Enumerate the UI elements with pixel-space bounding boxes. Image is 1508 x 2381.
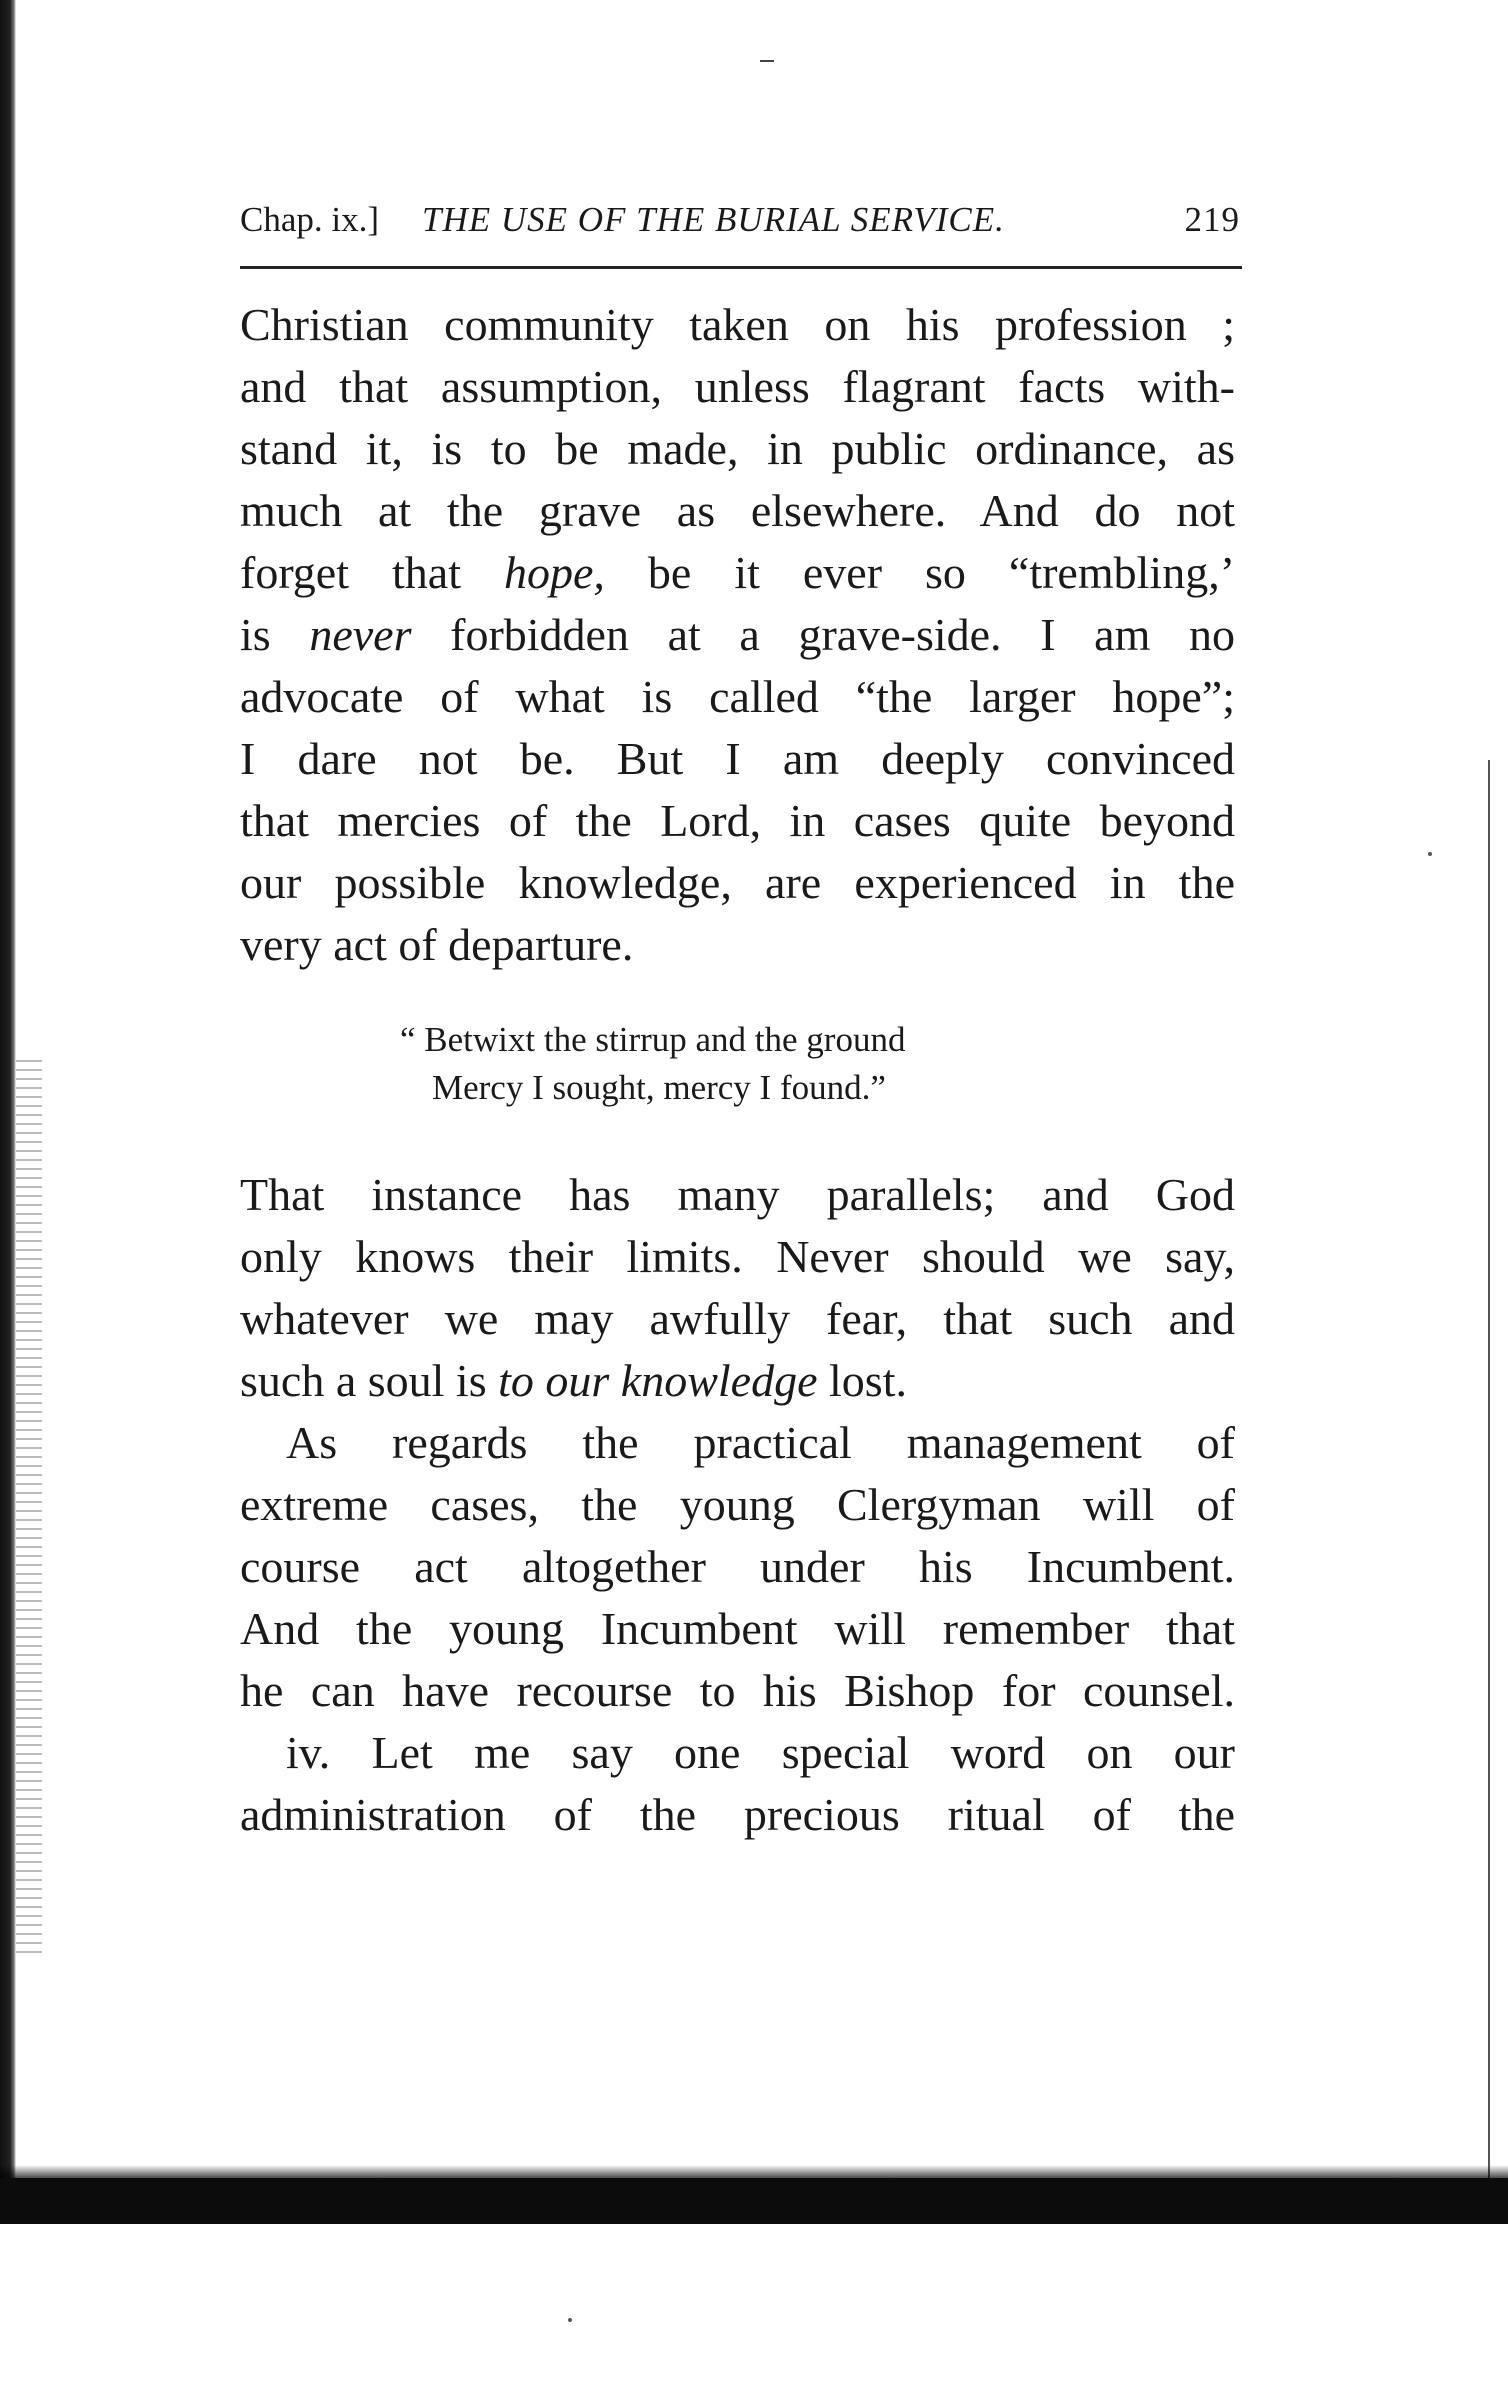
paragraph-2 bbox=[240, 1164, 1235, 1412]
text-run: forget that bbox=[240, 547, 504, 598]
paragraph-1 bbox=[240, 294, 1235, 976]
text-line: that mercies of the Lord, in cases quite beyond bbox=[240, 795, 1235, 846]
text-run: be it ever so “trembling,’ bbox=[604, 547, 1236, 598]
running-title: THE USE OF THE BURIAL SERVICE. bbox=[422, 200, 1005, 239]
scan-right-edge bbox=[1488, 760, 1490, 2180]
emphasis-hope: hope, bbox=[503, 547, 605, 598]
text-line: and that assumption, unless flagrant facts with- bbox=[240, 361, 1235, 412]
emphasis-knowledge: to our knowledge bbox=[498, 1355, 818, 1406]
verse-line: “ Betwixt the stirrup and the ground bbox=[400, 1020, 906, 1059]
text-line: he can have recourse to his Bishop for counsel. bbox=[240, 1665, 1235, 1716]
text-line: I dare not be. But I am deeply convinced bbox=[240, 733, 1235, 784]
verse-quotation bbox=[400, 1016, 905, 1112]
text-line: As regards the practical management of bbox=[286, 1417, 1235, 1468]
text-line: And the young Incumbent will remember that bbox=[240, 1603, 1235, 1654]
text-line: administration of the precious ritual of the bbox=[240, 1789, 1235, 1840]
text-line: course act altogether under his Incumbent. bbox=[240, 1541, 1235, 1592]
text-line: very act of departure. bbox=[240, 919, 634, 970]
text-line: only knows their limits. Never should we say, bbox=[240, 1231, 1235, 1282]
text-run: is bbox=[240, 609, 310, 660]
text-line: our possible knowledge, are experienced in the bbox=[240, 857, 1235, 908]
verse-line: Mercy I sought, mercy I found.” bbox=[432, 1068, 886, 1107]
text-line: That instance has many parallels; and God bbox=[240, 1169, 1235, 1220]
header-rule bbox=[240, 266, 1242, 269]
text-run: lost. bbox=[817, 1355, 907, 1406]
scan-bottom-bar bbox=[0, 2178, 1508, 2224]
running-head bbox=[240, 192, 1240, 248]
paragraph-4 bbox=[240, 1722, 1235, 1846]
scan-dot-mark bbox=[1428, 852, 1432, 856]
text-line: advocate of what is called “the larger hope”; bbox=[240, 671, 1235, 722]
scan-left-speckle bbox=[16, 1060, 42, 1960]
emphasis-never: never bbox=[309, 609, 412, 660]
paragraph-3 bbox=[240, 1412, 1235, 1722]
text-line: Christian community taken on his profession ; bbox=[240, 299, 1235, 350]
scan-left-edge bbox=[0, 0, 16, 2210]
text-line: much at the grave as elsewhere. And do not bbox=[240, 485, 1235, 536]
scan-dot-mark bbox=[568, 2318, 572, 2322]
text-line bbox=[240, 604, 1235, 666]
text-line bbox=[240, 1350, 1235, 1412]
scan-bottom-fade bbox=[0, 2165, 1508, 2178]
text-line bbox=[240, 542, 1235, 604]
text-line: whatever we may awfully fear, that such and bbox=[240, 1293, 1235, 1344]
text-line: extreme cases, the young Clergyman will of bbox=[240, 1479, 1235, 1530]
text-line: iv. Let me say one special word on our bbox=[286, 1727, 1235, 1778]
text-run: such a soul is bbox=[240, 1355, 499, 1406]
text-run: forbidden at a grave-side. I am no bbox=[411, 609, 1235, 660]
scan-dash-mark bbox=[760, 60, 774, 62]
page-number: 219 bbox=[1184, 200, 1240, 239]
text-line: stand it, is to be made, in public ordinance, as bbox=[240, 423, 1235, 474]
chapter-label: Chap. ix.] bbox=[240, 200, 380, 239]
